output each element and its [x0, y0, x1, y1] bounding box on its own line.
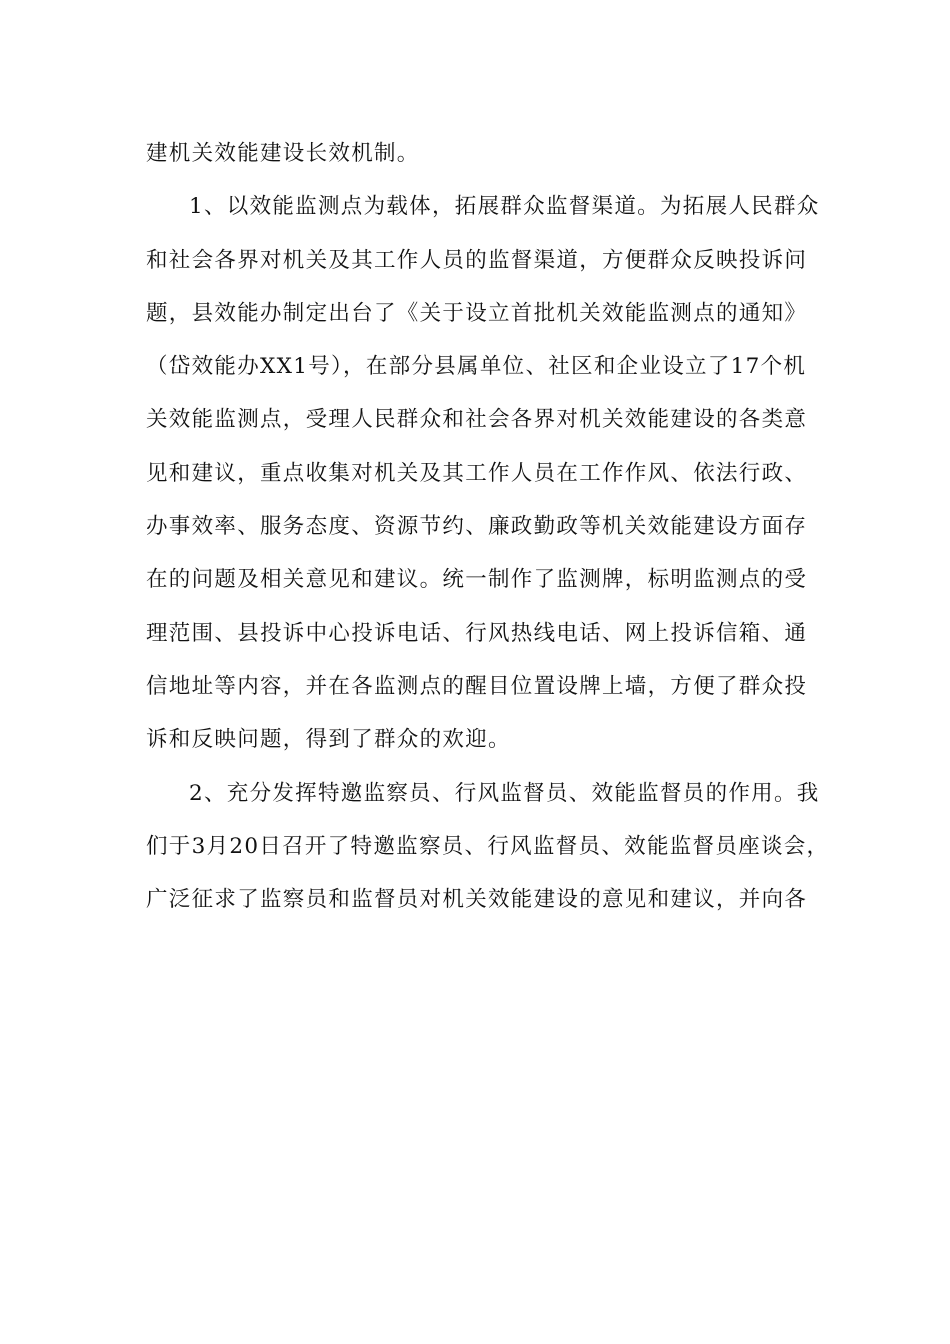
text-line: 见和建议，重点收集对机关及其工作人员在工作作风、依法行政、 [146, 460, 808, 486]
text-line: 关效能监测点，受理人民群众和社会各界对机关效能建设的各类意 [146, 407, 808, 433]
text-line: 2、充分发挥特邀监察员、行风监督员、效能监督员的作用。我 [189, 780, 820, 806]
text-line: 题，县效能办制定出台了《关于设立首批机关效能监测点的通知》 [146, 300, 808, 326]
document-body [146, 127, 830, 926]
text-line: 1、以效能监测点为载体，拓展群众监督渠道。为拓展人民群众 [189, 194, 820, 220]
text-line: 和社会各界对机关及其工作人员的监督渠道，方便群众反映投诉问 [146, 247, 808, 273]
text-line: 诉和反映问题，得到了群众的欢迎。 [146, 727, 511, 753]
text-line: 办事效率、服务态度、资源节约、廉政勤政等机关效能建设方面存 [146, 514, 808, 540]
text-line: 们于3月20日召开了特邀监察员、行风监督员、效能监督员座谈会， [146, 833, 830, 859]
text-line: （岱效能办XX1号），在部分县属单位、社区和企业设立了17个机 [146, 354, 807, 380]
text-line: 广泛征求了监察员和监督员对机关效能建设的意见和建议，并向各 [146, 887, 808, 913]
text-line: 理范围、县投诉中心投诉电话、行风热线电话、网上投诉信箱、通 [146, 620, 808, 646]
text-line: 在的问题及相关意见和建议。统一制作了监测牌，标明监测点的受 [146, 567, 808, 593]
text-line: 信地址等内容，并在各监测点的醒目位置设牌上墙，方便了群众投 [146, 673, 808, 699]
text-line: 建机关效能建设长效机制。 [146, 141, 420, 166]
